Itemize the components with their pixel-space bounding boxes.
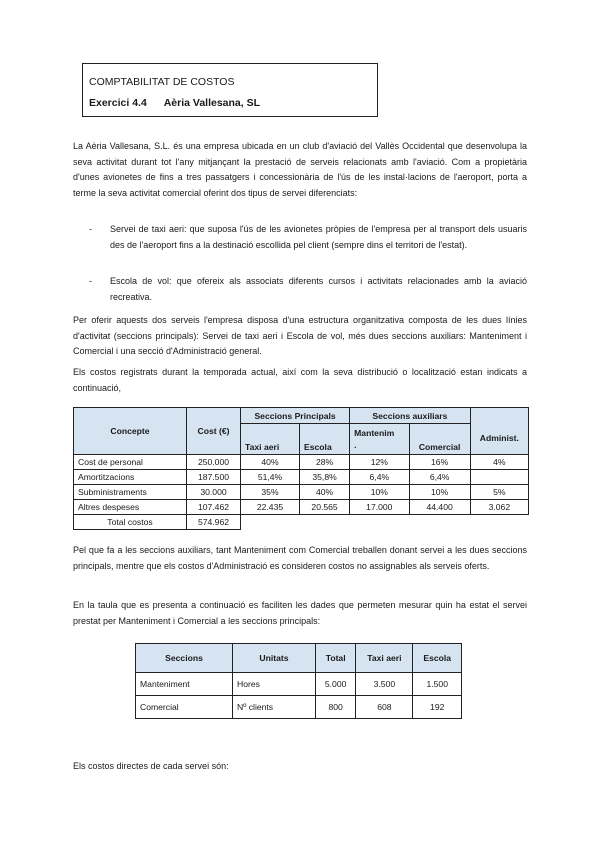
- cell-admin: 5%: [470, 485, 528, 500]
- table-row: [136, 696, 462, 719]
- costs-intro-paragraph: Els costos registrats durant la temporada actual, així com la seva distribució o localització estan indicats a continuació,: [73, 367, 527, 393]
- cell-taxi: 51,4%: [241, 470, 300, 485]
- table-row: [136, 673, 462, 696]
- col-total: Total: [316, 644, 356, 673]
- cell-concept: Amortitzacions: [74, 470, 187, 485]
- cost-distribution-table: [73, 407, 529, 530]
- structure-paragraph: Per oferir aquests dos serveis l'empresa disposa d'una estructura organitzativa composta de les dues línies d'activitat (seccions principals): Servei de taxi aeri i Escola de vol, més dues seccions auxiliars: Manteniment i Comercial i una secció d'Administració general.: [73, 315, 527, 356]
- cell-units: Nº clients: [233, 696, 316, 719]
- table-row: [74, 470, 529, 485]
- cell-admin: 3.062: [470, 500, 528, 515]
- cell-school: 35,8%: [300, 470, 350, 485]
- cell-school: 1.500: [413, 673, 462, 696]
- exercise-heading: [89, 97, 260, 109]
- aux-sections-paragraph: Pel que fa a les seccions auxiliars, tant Manteniment com Comercial treballen donant servei a les dues seccions principals, mentre que els costos d'Administració es consideren costos no assignables als serveis oferts.: [73, 545, 527, 571]
- cell-taxi: 35%: [241, 485, 300, 500]
- bullet-dash: -: [89, 224, 92, 234]
- col-concept: Concepte: [74, 408, 187, 455]
- col-group-auxiliary: Seccions auxiliars: [350, 408, 471, 424]
- cell-commercial: 10%: [409, 485, 470, 500]
- bullet-text: Servei de taxi aeri: que suposa l'ús de les avionetes pròpies de l'empresa per al transport dels usuaris des de l'aeroport fins a la destinació escollida pel client (sempre dins el territori de l'estat).: [110, 224, 527, 250]
- table-header-row: [74, 408, 529, 424]
- cell-commercial: 16%: [409, 455, 470, 470]
- document-title: COMPTABILITAT DE COSTOS: [89, 76, 235, 88]
- table-row: [74, 485, 529, 500]
- exercise-label: Exercici 4.4: [89, 97, 147, 109]
- col-maintenance-bottom: .: [354, 440, 357, 450]
- table-header-row: [136, 644, 462, 673]
- cell-cost: 30.000: [187, 485, 241, 500]
- table-row: [74, 500, 529, 515]
- col-taxi: Taxi aeri: [241, 424, 300, 455]
- cell-cost: 107.462: [187, 500, 241, 515]
- col-school: Escola: [300, 424, 350, 455]
- cell-school: 192: [413, 696, 462, 719]
- cell-commercial: 6,4%: [409, 470, 470, 485]
- cell-maintenance: 12%: [350, 455, 409, 470]
- col-cost: Cost (€): [187, 408, 241, 455]
- bullet-dash: -: [89, 276, 92, 286]
- service-table: [135, 643, 462, 719]
- col-maintenance-top: Mantenim: [354, 428, 395, 438]
- col-group-principal: Seccions Principals: [241, 408, 350, 424]
- cell-concept: Altres despeses: [74, 500, 187, 515]
- cell-maintenance: 6,4%: [350, 470, 409, 485]
- cell-taxi: 3.500: [356, 673, 413, 696]
- col-school: Escola: [413, 644, 462, 673]
- cell-maintenance: 17.000: [350, 500, 409, 515]
- col-commercial: Comercial: [409, 424, 470, 455]
- col-admin: Administ.: [470, 408, 528, 455]
- cell-total: 5.000: [316, 673, 356, 696]
- cell-concept: Cost de personal: [74, 455, 187, 470]
- cell-cost: 187.500: [187, 470, 241, 485]
- intro-paragraph: La Aèria Vallesana, S.L. és una empresa ubicada en un club d'aviació del Vallès Occidental que desenvolupa la seva activitat durant tot l'any mitjançant la prestació de serveis relacionats amb l'aviació. Com a propietària d'unes avionetes de fins a tres passatgers i concessionària de l'ús de les instal·lacions de l'aeroport, porta a terme la seva activitat comercial oferint dos tipus de servei diferenciats:: [73, 141, 527, 198]
- cell-taxi: 608: [356, 696, 413, 719]
- table2-intro-paragraph: En la taula que es presenta a continuació es faciliten les dades que permeten mesurar quin ha estat el servei prestat per Manteniment i Comercial a les seccions principals:: [73, 600, 527, 626]
- total-value: 574.962: [187, 515, 241, 530]
- col-maintenance: [350, 424, 409, 455]
- cell-school: 40%: [300, 485, 350, 500]
- cell-admin: [470, 470, 528, 485]
- direct-costs-paragraph: Els costos directes de cada servei són:: [73, 761, 229, 771]
- cell-total: 800: [316, 696, 356, 719]
- bullet-text: Escola de vol: que ofereix als associats diferents cursos i activitats relacionades amb la aviació recreativa.: [110, 276, 527, 302]
- cell-taxi: 40%: [241, 455, 300, 470]
- cell-section: Comercial: [136, 696, 233, 719]
- cell-commercial: 44.400: [409, 500, 470, 515]
- title-box: [82, 63, 378, 117]
- total-label: Total costos: [74, 515, 187, 530]
- cell-units: Hores: [233, 673, 316, 696]
- cell-school: 28%: [300, 455, 350, 470]
- cell-cost: 250.000: [187, 455, 241, 470]
- cell-maintenance: 10%: [350, 485, 409, 500]
- cell-section: Manteniment: [136, 673, 233, 696]
- exercise-name: Aèria Vallesana, SL: [163, 97, 261, 109]
- col-seccions: Seccions: [136, 644, 233, 673]
- cell-concept: Subministraments: [74, 485, 187, 500]
- col-unitats: Unitats: [233, 644, 316, 673]
- cell-admin: 4%: [470, 455, 528, 470]
- cell-taxi: 22.435: [241, 500, 300, 515]
- table-row: [74, 455, 529, 470]
- cell-school: 20.565: [300, 500, 350, 515]
- col-taxi: Taxi aeri: [356, 644, 413, 673]
- table-total-row: [74, 515, 529, 530]
